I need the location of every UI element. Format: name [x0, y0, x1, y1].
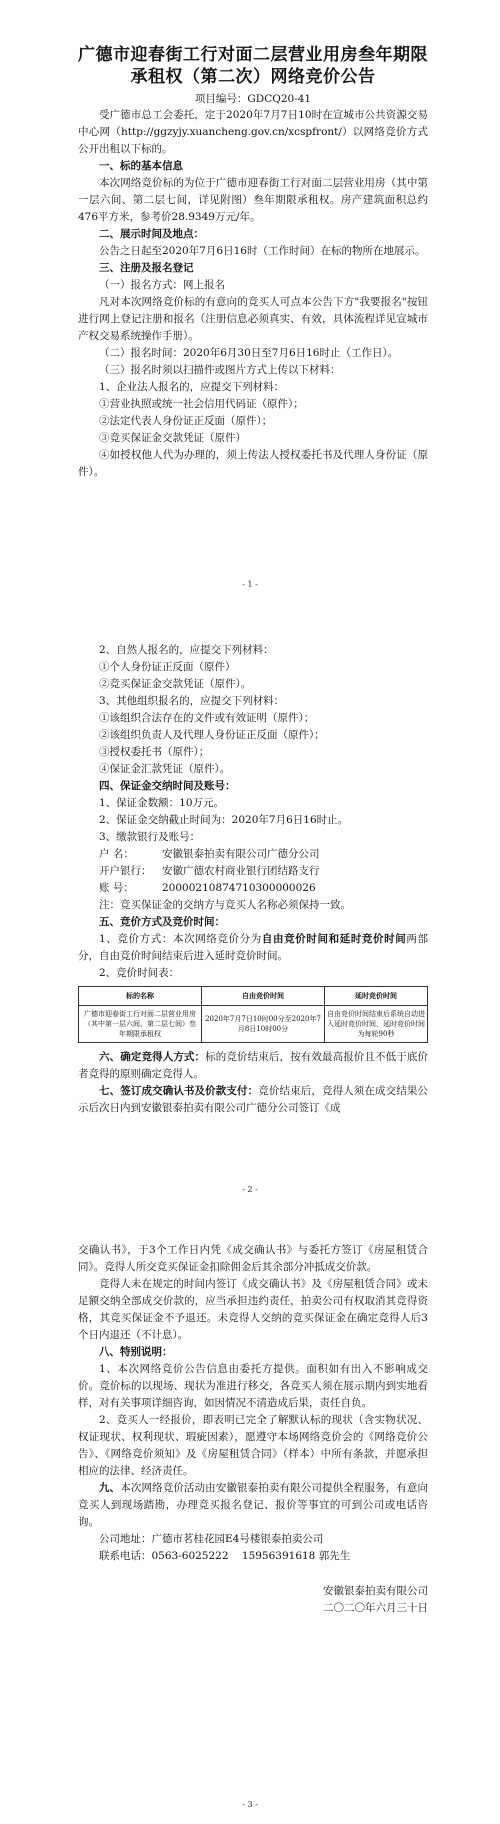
material-item: ②该组织负责人及代理人身份证正反面（原件）； — [99, 729, 325, 741]
section-3-3-3: 3、其他组织报名的，应提交下列材料： — [99, 695, 285, 707]
project-number: 项目编号：GDCQ20-41 — [194, 93, 312, 105]
signature-company: 安徽银泰拍卖有限公司 — [323, 1585, 428, 1597]
section-7-title: 七、签订成交确认书及价款支付： — [99, 1085, 259, 1097]
bidding-method — [78, 931, 428, 965]
page-1-content — [78, 0, 428, 481]
section-2-body: 公告之日起至2020年7月6日16时（工作时间）在标的物所在地展示。 — [99, 245, 426, 257]
deposit-note: 注：竞买保证金的交纳方与竞买人名称必须保持一致。 — [99, 899, 351, 911]
bidding-method-pre: 1、竞价方式：本次网络竞价分为 — [99, 933, 262, 945]
account-number-value: 20000210874710300000026 — [162, 882, 316, 894]
section-8-title: 八、特别说明： — [99, 1346, 173, 1358]
table-header-row — [79, 987, 428, 1006]
material-item: ②竞买保证金交款凭证（原件）。 — [99, 678, 252, 690]
account-bank-key: 开户银行： — [99, 865, 152, 877]
page-1 — [0, 0, 500, 600]
section-3-3-1: 1、企业法人报名的，应提交下列材料： — [99, 381, 285, 393]
section-9-title: 九、 — [99, 1482, 121, 1494]
section-9-body: 本次网络竞价活动由安徽银泰拍卖有限公司提供全程服务，有意向竞买人到现场踏勘，办理竞买报名登记、报价等事宜的可到公司或电话咨询。 — [78, 1482, 428, 1528]
account-number-row — [78, 880, 428, 897]
account-bank-value: 安徽广德农村商业银行团结路支行 — [162, 865, 320, 877]
section-1-title: 一、标的基本信息 — [99, 160, 183, 172]
section-3-1: （一）报名方式：网上报名 — [99, 279, 225, 291]
section-8-item-2: 2、竞买人一经报价，即表明已完全了解默认标的现状（含实物状况、权证现状、权利现状、瑕疵因素），愿遵守本场网络竞价会的《网络竞价公告》、《网络竞价须知》及《房屋租赁合同》（样本）中所有条款，并愿承担相应的法律、经济责任。 — [78, 1414, 428, 1477]
title-line-2: 承租权（第二次）网络竞价公告 — [130, 67, 376, 87]
bidding-method-bold: 自由竞价时间和延时竞价时间 — [261, 933, 407, 945]
bidding-schedule-table — [78, 986, 428, 1043]
deposit-deadline: 2、保证金交纳截止时间为：2020年7月6日16时止。 — [99, 814, 349, 826]
intro-paragraph: 受广德市总工会委托，定于2020年7月7日10时在宣城市公共资源交易中心网（http://ggzyjy.xuancheng.gov.cn/xcspfront/）以网络竞价方式公开出租以下标的。 — [78, 109, 428, 155]
section-7 — [78, 1083, 428, 1117]
table-cell-name: 广德市迎春街工行对面二层营业用房（其中第一层六间、第二层七间）叁年期限承租权 — [79, 1006, 202, 1043]
signature-date: 二〇二〇年六月三十日 — [323, 1602, 428, 1614]
section-3-3: （三）报名时须以扫描件或图片方式上传以下材料： — [99, 364, 341, 376]
section-7-body-a: 竞价结束后，竞得人须在成交结果公示后次日内到安徽银泰拍卖有限公司广德分公司签订《成 — [78, 1085, 428, 1114]
section-3-3-2: 2、自然人报名的，应提交下列材料： — [99, 644, 274, 656]
page-3 — [0, 1200, 500, 1824]
table-header: 延时竞价时间 — [325, 987, 428, 1006]
contact-phone: 联系电话：0563-6025222 15956391618 郭先生 — [99, 1550, 351, 1562]
section-8-item-1: 1、本次网络竞价公告信息由委托方提供。面积如有出入不影响成交价。竞价标的以现场、现状为准进行移交，各竞买人须在展示期内到实地看样，对有关事项详细咨询，如因情况不清造成后果，责任自负。 — [78, 1363, 428, 1409]
section-6-body: 标的竞价结束后，按有效最高报价且不低于底价者竞得的原则确定竞得人。 — [78, 1051, 429, 1080]
company-address: 公司地址：广德市茗桂花园E4号楼银泰拍卖公司 — [99, 1533, 324, 1545]
section-6-title: 六、确定竞得人方式： — [99, 1051, 206, 1063]
section-6 — [78, 1049, 428, 1083]
table-row — [79, 1006, 428, 1043]
table-cell-delay-time: 自由竞价时间结束后系统自动进入延时竞价时间，延时竞价时间为每轮90秒 — [325, 1006, 428, 1043]
section-9 — [78, 1480, 428, 1531]
account-name-key: 户 名： — [99, 848, 134, 860]
page-number: - 3 - — [242, 1800, 258, 1809]
page-2 — [0, 600, 500, 1200]
account-number-key: 账 号： — [99, 882, 134, 894]
account-name-value: 安徽银泰拍卖有限公司广德分公司 — [162, 848, 320, 860]
section-3-title: 三、注册及报名登记 — [99, 262, 194, 274]
page-number: - 1 - — [242, 580, 258, 589]
bidding-schedule-label: 2、竞价时间表： — [99, 967, 180, 979]
material-item: ③授权委托书（原件）； — [99, 746, 210, 758]
table-cell-free-time: 2020年7月7日10时00分至2020年7月8日10时00分 — [202, 1006, 325, 1043]
section-3-2: （二）报名时间：2020年6月30日至7月6日16时止（工作日）。 — [99, 347, 399, 359]
section-7-body-c: 竞得人未在规定的时间内签订《成交确认书》及《房屋租赁合同》或未足额交纳全部成交价款的，应当承担违约责任，拍卖公司有权取消其竞得资格，其竞买保证金不予退还。未竞得人交纳的竞买保证金在确定竞得人后3个日内退还（不计息）。 — [78, 1278, 428, 1341]
section-4-title: 四、保证金交纳时间及账号： — [99, 780, 236, 792]
account-bank-row — [78, 863, 428, 880]
section-7-body-b: 交确认书》，于3个工作日内凭《成交确认书》与委托方签订《房屋租赁合同》。竞得人所交竞买保证金扣除佣金后其余部分冲抵成交价款。 — [78, 1244, 428, 1273]
page-2-content — [78, 642, 428, 1117]
table-header: 自由竞价时间 — [202, 987, 325, 1006]
section-5-title: 五、竞价方式及竞价时间： — [99, 916, 225, 928]
section-1-body: 本次网络竞价标的为位于广德市迎春街工行对面二层营业用房（其中第一层六间、第二层七间，详见附图）叁年期限承租权。房产建筑面积总约476平方米，参考价28.9349万元/年。 — [78, 177, 428, 223]
material-item: ②法定代表人身份证正反面（原件）； — [99, 415, 273, 427]
material-item: ①个人身份证正反面（原件） — [99, 661, 236, 673]
material-item: ①营业执照或统一社会信用代码证（原件）； — [99, 398, 304, 410]
bidding-method-post: 两部分，自由竞价时间结束后进入延时竞价时间。 — [78, 933, 429, 962]
deposit-amount: 1、保证金数额：10万元。 — [99, 797, 225, 809]
bank-info-heading: 3、缴款银行及账号： — [99, 831, 201, 843]
material-item: ④保证金汇款凭证（原件）。 — [99, 763, 231, 775]
doc-title — [78, 44, 428, 88]
table-header: 标的名称 — [79, 987, 202, 1006]
page-3-content — [78, 1242, 428, 1617]
account-name-row — [78, 846, 428, 863]
material-item: ③竞买保证金交款凭证（原件） — [99, 432, 246, 444]
section-2-title: 二、展示时间及地点： — [99, 228, 204, 240]
section-3-1-body: 凡对本次网络竞价标的有意向的竞买人可点本公告下方"我要报名"按钮进行网上登记注册和报名（注册信息必须真实、有效，具体流程详见宣城市产权交易系统操作手册）。 — [78, 296, 428, 342]
material-item: ①该组织合法存在的文件或有效证明（原件）； — [99, 712, 315, 724]
material-item: ④如授权他人代为办理的，须上传法人授权委托书及代理人身份证（原件）。 — [78, 449, 428, 478]
page-number: - 2 - — [242, 1185, 258, 1194]
title-line-1: 广德市迎春街工行对面二层营业用房叁年期限 — [78, 45, 428, 65]
